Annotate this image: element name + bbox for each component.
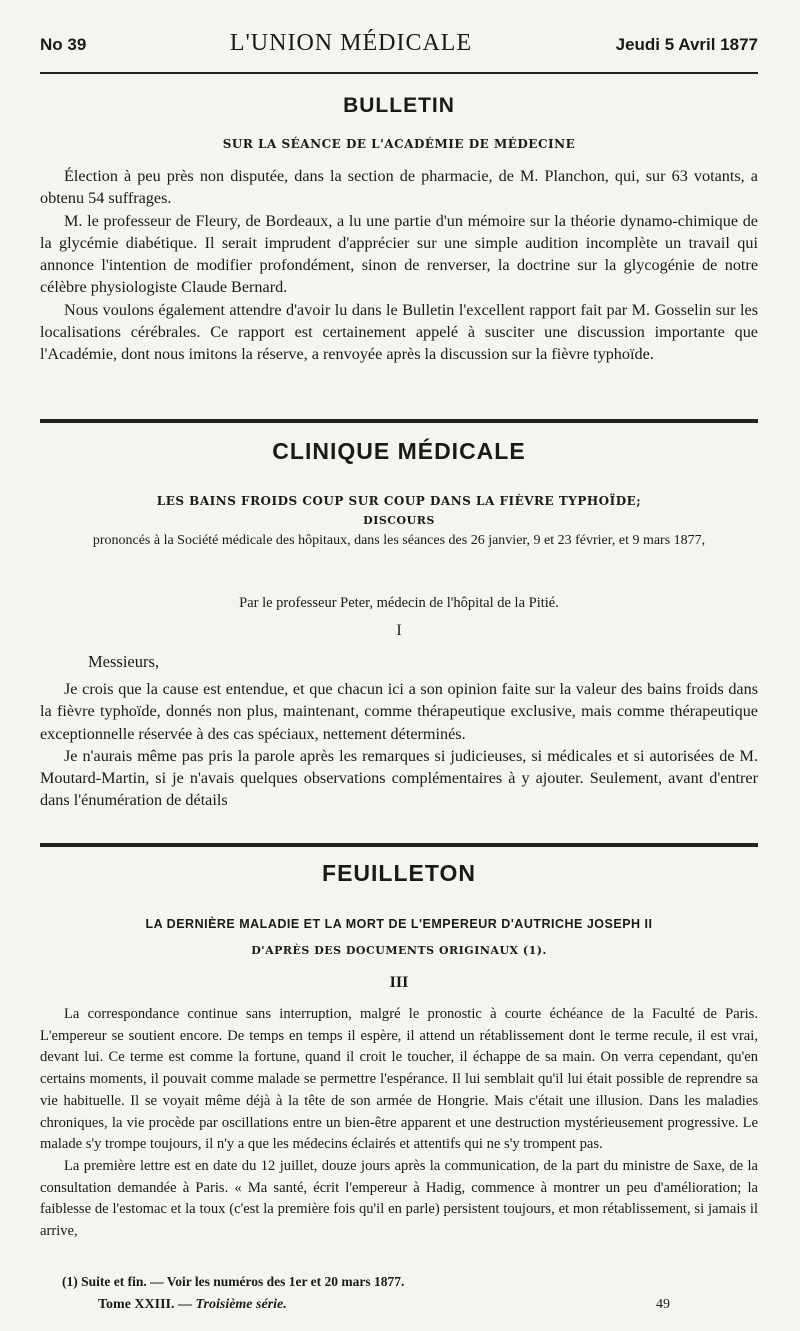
tome-label: Tome XXIII. — (98, 1297, 192, 1312)
bulletin-paragraph: M. le professeur de Fleury, de Bordeaux, a lu une partie d'un mémoire sur la théorie dynamo-chimique de la glycémie diabétique. Il serait imprudent d'apprécier sur une simple audition incomplète un travail qui annonce l'intention de modifier profondément, sinon de renverser, la doctrine sur la glycogénie de notre célèbre physiologiste Claude Bernard. (40, 211, 758, 297)
clinique-text (40, 678, 758, 812)
feuilleton-title: FEUILLETON (322, 860, 476, 886)
feuilleton-roman: III (389, 974, 409, 991)
roman-numeral: I (396, 622, 402, 639)
journal-title: L'UNION MÉDICALE (229, 30, 473, 56)
bulletin-title: BULLETIN (343, 94, 455, 117)
feuilleton-paragraph: La correspondance continue sans interruption, malgré le pronostic à courte échéance de la Faculté de Paris. L'empereur se soutient encore. De temps en temps il espère, il attend un rétablissement dont le terme recule, il est vrai, devant lui. Ce terme est comme la fortune, quand il croit le toucher, il échappe de sa main. On verra cependant, qu'en certains moments, il pouvait comme malade se permettre l'espérance. Il lui semblait qu'il lui était possible de reprendre sa vie habituelle. Il se voyait même déjà à la tête de son armée de Hongrie. Mais c'était une illusion. Dans les maladies chroniques, la vie procède par oscillations entre un bien-être apparent et une destruction mystérieusement progressive. Le malade s'y trompe toujours, il n'y a que les médecins éclairés et attentifs qui ne s'y trompent pas. (40, 1006, 758, 1153)
bulletin-paragraph: Nous voulons également attendre d'avoir lu dans le Bulletin l'excellent rapport fait par M. Gosselin sur les localisations cérébrales. Ce rapport est certainement appelé à susciter une discussion importante que l'Académie, dont nous imitons la réserve, a renvoyée après la discussion sur la fièvre typhoïde. (40, 300, 758, 364)
salutation: Messieurs, (88, 652, 160, 671)
feuilleton-subtitle: LA DERNIÈRE MALADIE ET LA MORT DE L'EMPEREUR D'AUTRICHE JOSEPH II (145, 917, 653, 931)
bulletin-paragraph: Élection à peu près non disputée, dans la section de pharmacie, de M. Planchon, qui, sur 63 votants, a obtenu 54 suffrages. (40, 167, 758, 208)
clinique-title: CLINIQUE MÉDICALE (272, 438, 526, 464)
header-rule (40, 72, 758, 74)
page-number: 49 (656, 1297, 670, 1312)
discours-label: DISCOURS (363, 514, 435, 527)
feuilleton-paragraph: La première lettre est en date du 12 juillet, douze jours après la communication, de la part du ministre de Saxe, de la consultation demandée à Paris. « Ma santé, écrit l'empereur à Hadig, commence à montrer un peu d'amélioration; la faiblesse de l'estomac et la toux (c'est la première fois qu'il en parle) persistent toujours, et mon rétablissement, si jamais il arrive, (40, 1157, 758, 1240)
serie-label: Troisième série. (195, 1297, 287, 1312)
footnote: (1) Suite et fin. — Voir les numéros des 1er et 20 mars 1877. (62, 1274, 405, 1289)
page-footer (98, 1297, 670, 1313)
byline: Par le professeur Peter, médecin de l'hôpital de la Pitié. (239, 595, 559, 611)
discours-dates: prononcés à la Société médicale des hôpitaux, dans les séances des 26 janvier, 9 et 23 février, et 9 mars 1877, (92, 533, 706, 548)
bulletin-subtitle: SUR LA SÉANCE DE L'ACADÉMIE DE MÉDECINE (222, 137, 576, 151)
feuilleton-text (40, 1004, 758, 1243)
clinique-paragraph: Je crois que la cause est entendue, et que chacun ici a son opinion faite sur la valeur des bains froids dans la fièvre typhoïde, donnés non plus, maintenant, comme thérapeutique exclusive, mais comme thérapeutique exceptionnelle réservée à des cas spéciaux, nettement déterminés. (40, 680, 758, 743)
section-divider (40, 419, 758, 423)
clinique-paragraph: Je n'aurais même pas pris la parole après les remarques si judicieuses, si médicales et si autorisées de M. Moutard-Martin, si je n'avais quelques observations complémentaires à y ajouter. Seulement, avant d'entrer dans l'énumération de détails (40, 746, 758, 810)
issue-date: Jeudi 5 Avril 1877 (615, 35, 758, 54)
feuilleton-divider (40, 843, 758, 847)
clinique-subtitle: LES BAINS FROIDS COUP SUR COUP DANS LA FIÈVRE TYPHOÏDE; (156, 494, 642, 508)
feuilleton-source: D'APRÈS DES DOCUMENTS ORIGINAUX (1). (251, 944, 547, 957)
running-header (40, 30, 758, 70)
issue-number: No 39 (40, 35, 87, 54)
bulletin-text (40, 165, 758, 366)
